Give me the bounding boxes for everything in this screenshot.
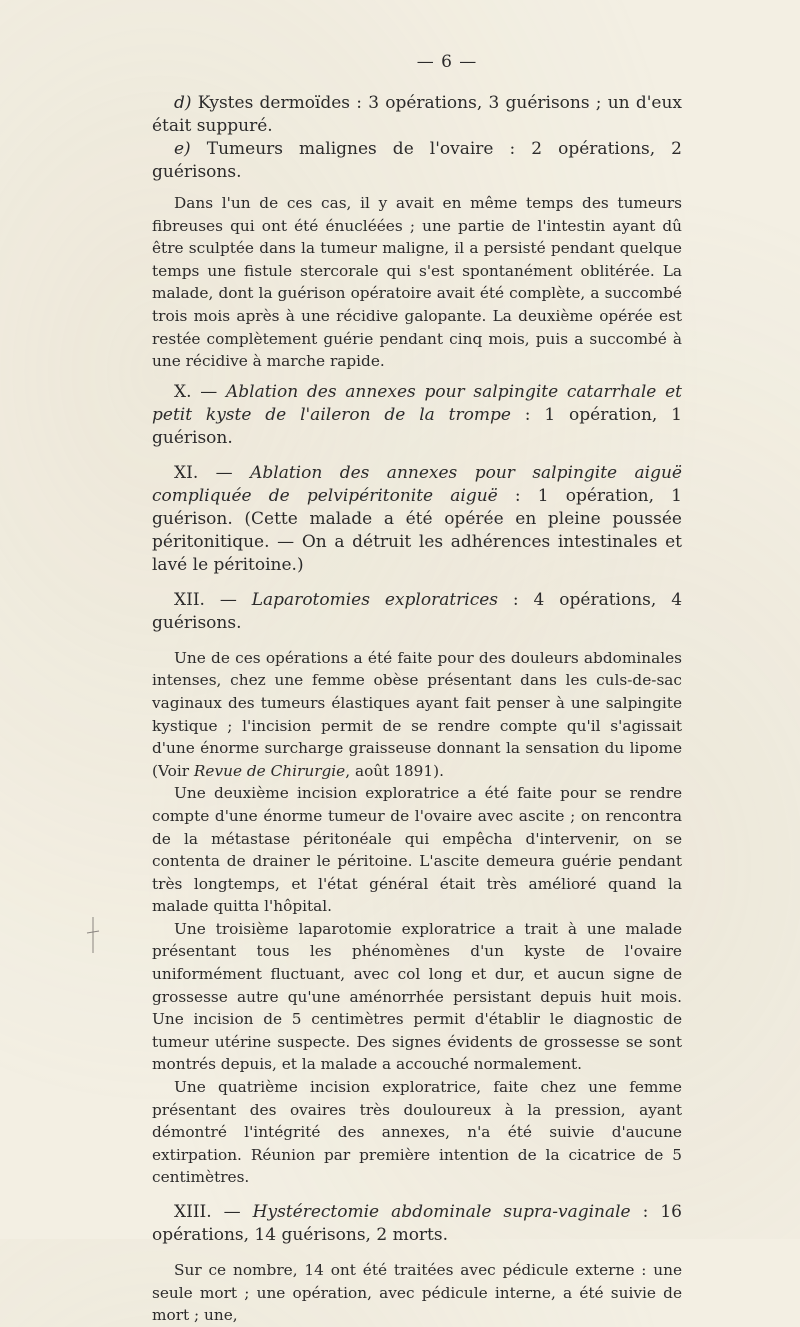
section-x-number: X. — (174, 381, 226, 402)
paragraph-xii-1-text-b: , août 1891). (345, 761, 444, 780)
paragraph-xii-1-text-a: Une de ces opérations a été faite pour des douleurs abdominales intenses, chez une femme obèse présentant dans les culs-de-sac vaginaux des tumeurs élastiques ayant fait penser à une salpingite kystique ; l'incision permit de se rendre compte qu'il s'agissait d'une énorme surcharge graisseuse donnant la sensation du lipome (Voir (152, 648, 682, 780)
paragraph-xii-1 (152, 647, 682, 783)
list-item-d (152, 92, 682, 138)
paragraph-xiii-1: Sur ce nombre, 14 ont été traitées avec pédicule externe : une seule mort ; une opération, avec pédicule interne, a été suivie de mort ; une, (152, 1261, 682, 1325)
section-x-title: Ablation des annexes pour salpingite catarrhale et petit kyste de l'aileron de la trompe (152, 381, 682, 425)
section-xi-heading (152, 462, 682, 577)
item-text-e: Tumeurs malignes de l'ovaire : 2 opérations, 2 guérisons. (152, 139, 682, 182)
margin-pencil-mark (86, 915, 100, 955)
section-xii-number: XII. — (174, 589, 252, 610)
section-x-heading (152, 381, 682, 450)
section-xii-count: : 4 opérations, 4 guérisons. (152, 589, 683, 633)
paragraph-malignes: Dans l'un de ces cas, il y avait en même temps des tumeurs fibreuses qui ont été énucléées ; une partie de l'intestin ayant dû être sculptée dans la tumeur maligne, il a persisté pendant quelque temps une fistule stercorale qui s'est spontanément oblitérée. La malade, dont la guérison opératoire avait été complète, a succombé trois mois après à une récidive galopante. La deuxième opérée est restée complètement guérie pendant cinq mois, puis a succombé à une récidive à marche rapide. (152, 194, 682, 371)
list-item-e (152, 138, 682, 184)
document-page (152, 52, 682, 1327)
section-xiii-number: XIII. — (174, 1202, 253, 1222)
paragraph-xii-3: Une troisième laparotomie exploratrice a trait à une malade présentant tous les phénomènes d'un kyste de l'ovaire uniformément fluctuant, avec col long et dur, et aucun signe de grossesse autre qu'une aménorrhée persistant depuis huit mois. Une incision de 5 centimètres permit d'établir le diagnostic de tumeur utérine suspecte. Des signes évidents de grossesse se sont montrés depuis, et la malade a accouché normalement. (152, 919, 682, 1074)
section-xi-number: XI. — (174, 462, 251, 483)
section-xii-heading (152, 589, 682, 635)
item-label-d: d) (174, 93, 192, 113)
section-xi-title: Ablation des annexes pour salpingite aiguë compliquée de pelvipéritonite aiguë (152, 462, 682, 506)
paragraph-xii-2: Une deuxième incision exploratrice a été faite pour se rendre compte d'une énorme tumeur de l'ovaire avec ascite ; on rencontra de la métastase péritonéale qui empêcha d'intervenir, on se contenta de drainer le péritoine. L'ascite demeura guérie pendant très longtemps, et l'état général était très amélioré quand la malade quitta l'hôpital. (152, 784, 682, 916)
section-xii-title: Laparotomies exploratrices (251, 589, 499, 610)
paragraph-xii-4: Une quatrième incision exploratrice, faite chez une femme présentant des ovaires très douloureux à la pression, ayant démontré l'intégrité des annexes, n'a été suivie d'aucune extirpation. Réunion par première intention de la cicatrice de 5 centimètres. (152, 1078, 682, 1187)
item-text-d: Kystes dermoïdes : 3 opérations, 3 guérisons ; un d'eux était suppuré. (152, 93, 682, 136)
section-xiii-title: Hystérectomie abdominale supra-vaginale (252, 1202, 631, 1222)
section-xi-text: : 1 opération, 1 guérison. (Cette malade a été opérée en pleine poussée péritonitique. — On a détruit les adhérences intestinales et lavé le péritoine.) (152, 485, 682, 575)
item-label-e: e) (174, 139, 191, 159)
section-x-count: : 1 opération, 1 guérison. (152, 404, 682, 448)
section-xiii-count: : 16 opérations, 14 guérisons, 2 morts. (152, 1202, 682, 1245)
page-number: — 6 — (416, 52, 478, 72)
journal-reference: Revue de Chirurgie (193, 761, 346, 780)
section-xiii-heading (152, 1201, 682, 1247)
